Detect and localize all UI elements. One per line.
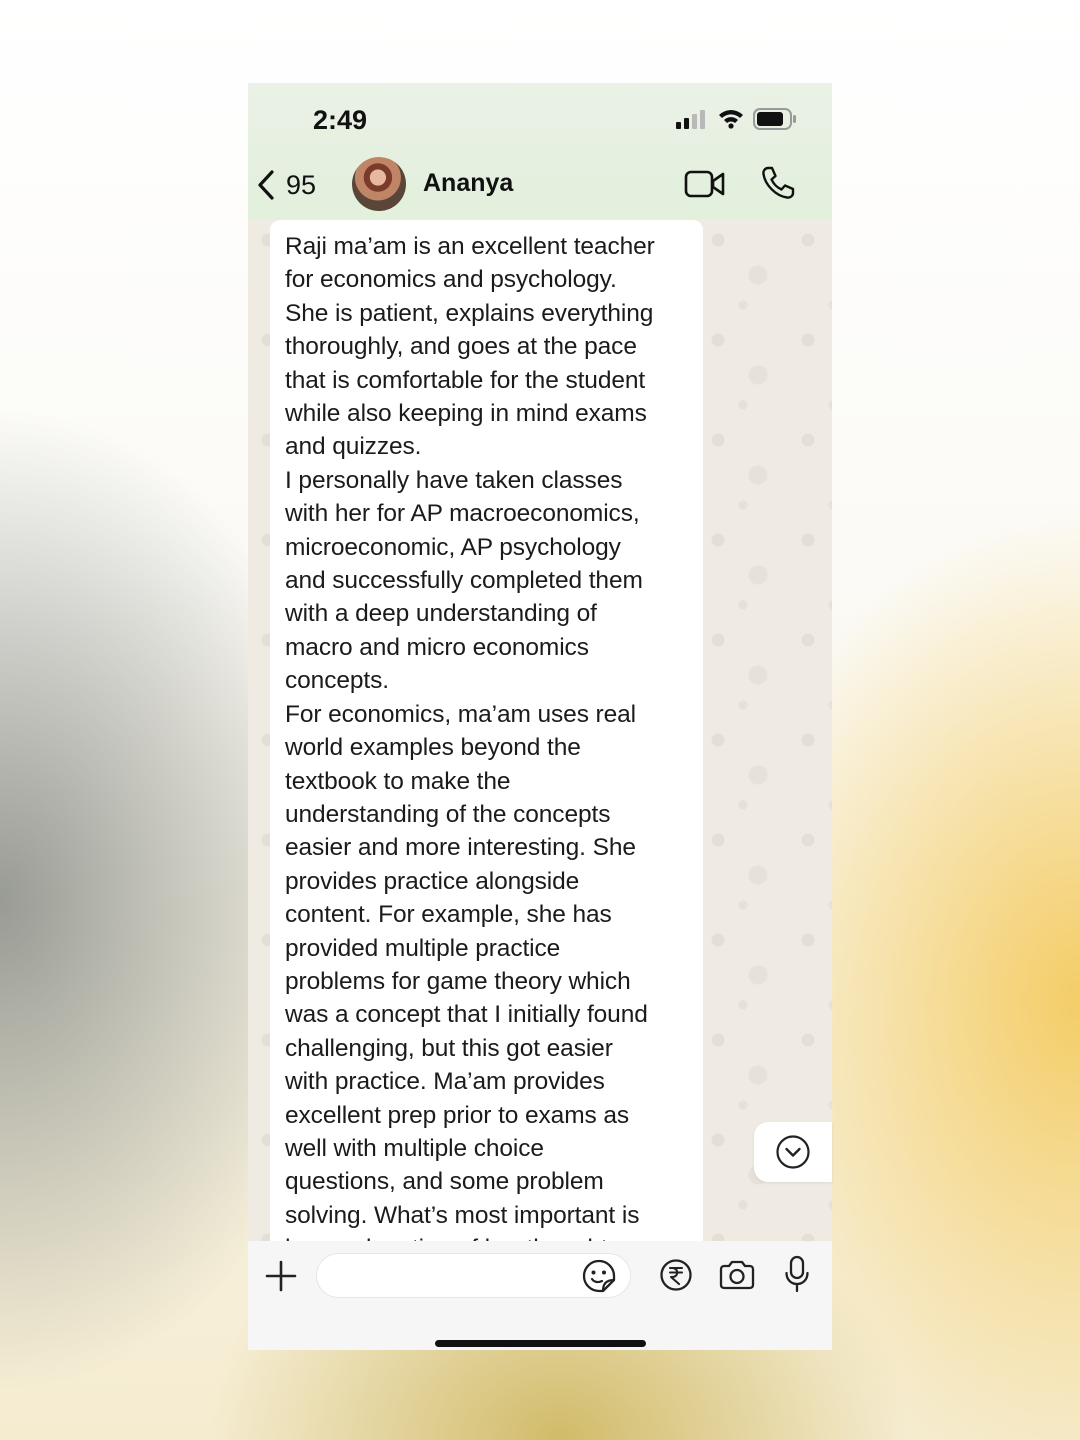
plus-icon[interactable] — [264, 1259, 298, 1293]
sticker-icon[interactable] — [581, 1258, 617, 1294]
message-line: excellent prep prior to exams as — [285, 1101, 630, 1129]
phone-icon[interactable] — [760, 165, 796, 201]
message-line: content. For example, she has — [285, 901, 612, 929]
message-line: easier and more interesting. She — [285, 834, 636, 862]
message-line: understanding of the concepts — [285, 800, 611, 828]
message-line: provided multiple practice — [285, 934, 561, 962]
status-time: 2:49 — [313, 105, 368, 135]
message-line: questions, and some problem — [285, 1168, 604, 1196]
message-line: She is patient, explains everything — [285, 299, 654, 327]
scroll-to-bottom-button[interactable] — [754, 1122, 832, 1182]
message-line: I personally have taken classes — [285, 466, 623, 494]
message-bubble[interactable] — [270, 220, 703, 1241]
message-line: Raji ma’am is an excellent teacher — [285, 233, 655, 260]
message-line: solving. What’s most important is — [285, 1201, 640, 1229]
message-line: provides practice alongside — [285, 867, 580, 895]
wifi-icon — [718, 107, 744, 129]
microphone-icon[interactable] — [784, 1255, 810, 1293]
message-line: while also keeping in mind exams — [285, 400, 647, 428]
camera-icon[interactable] — [718, 1258, 756, 1292]
home-indicator[interactable] — [435, 1340, 646, 1347]
message-line: with her for AP macroeconomics, — [285, 500, 640, 528]
contact-name[interactable]: Ananya — [423, 169, 514, 197]
phone-screen — [248, 83, 832, 1350]
message-line: concepts. — [285, 667, 389, 695]
message-line: thoroughly, and goes at the pace — [285, 333, 637, 361]
chevron-left-icon — [256, 169, 278, 201]
message-line: textbook to make the — [285, 767, 511, 795]
back-button[interactable] — [256, 165, 316, 205]
message-line: that is comfortable for the student — [285, 366, 646, 394]
message-line: and quizzes. — [285, 433, 422, 461]
chevron-down-circle-icon — [775, 1134, 811, 1170]
message-line: microeconomic, AP psychology — [285, 533, 621, 561]
message-line: problems for game theory which — [285, 967, 631, 995]
message-line: with a deep understanding of — [285, 600, 597, 628]
message-line: was a concept that I initially found — [285, 1001, 648, 1029]
message-line: macro and micro economics — [285, 633, 589, 661]
video-camera-icon[interactable] — [684, 169, 726, 199]
unread-count: 95 — [286, 169, 317, 200]
message-line: world examples beyond the — [285, 734, 581, 762]
chat-header — [248, 83, 832, 220]
message-line: challenging, but this got easier — [285, 1034, 613, 1062]
message-line: and successfully completed them — [285, 567, 643, 595]
message-input-bar — [248, 1241, 832, 1350]
chat-area[interactable] — [248, 220, 832, 1241]
battery-icon — [753, 108, 797, 130]
avatar[interactable] — [352, 157, 406, 211]
cellular-signal-icon — [676, 109, 708, 129]
message-line: for economics and psychology. — [285, 266, 617, 294]
message-line: well with multiple choice — [285, 1134, 544, 1162]
message-line: For economics, ma’am uses real — [285, 700, 637, 728]
message-line: with practice. Ma’am provides — [285, 1068, 605, 1096]
rupee-icon[interactable] — [659, 1258, 693, 1292]
